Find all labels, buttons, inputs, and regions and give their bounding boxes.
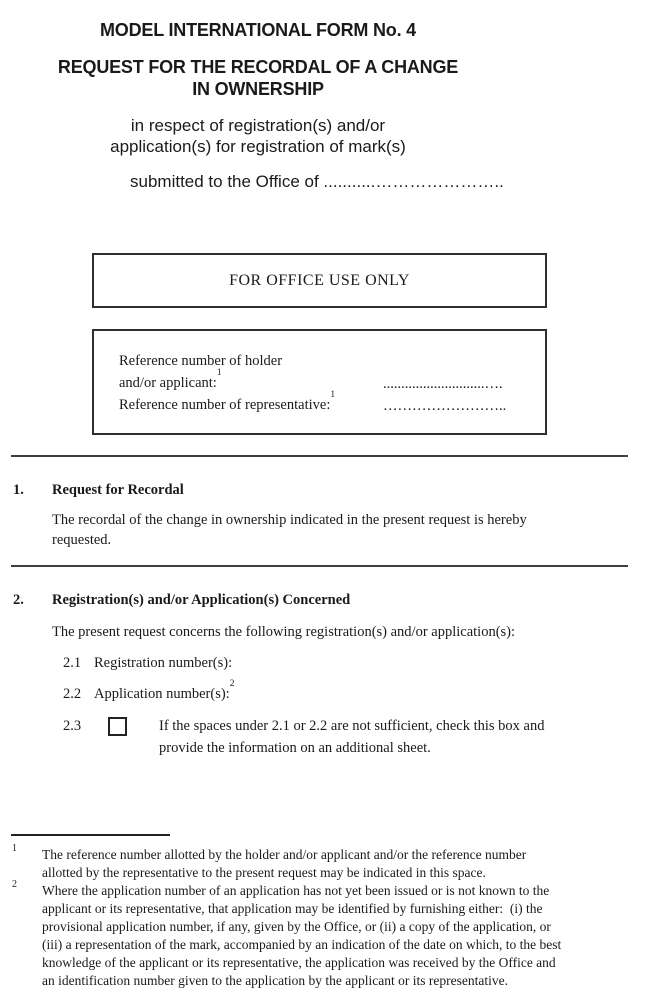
representative-reference-label: Reference number of representative:$^1$ [119,390,336,413]
footnote-2-line6: an identification number given to the application by the applicant or its representative. [42,973,508,988]
section-2-intro: The present request concerns the following registration(s) and/or application(s): [52,624,516,640]
office-use-label: FOR OFFICE USE ONLY [229,271,410,289]
holder-reference-blank[interactable]: ............................…. [383,376,503,392]
submitted-to-office-line [130,172,504,192]
representative-reference-blank[interactable]: …………………….. [383,398,507,414]
holder-reference-label-line2: and/or applicant:$^1$ [119,368,222,391]
section-divider-rule [11,455,628,457]
footnote-ref-1-icon: 1 [216,368,222,379]
section-1-heading: Request for Recordal [52,482,184,498]
request-title-line2: IN OWNERSHIP [192,79,324,99]
item-2-2-number: 2.2 [63,686,82,702]
item-2-3-text-line2: provide the information on an additional sheet. [159,740,431,756]
form-title: MODEL INTERNATIONAL FORM No. 4 [100,20,416,40]
footnote-2-line4: (iii) a representation of the mark, accompanied by an indication of the date on which, to the best [42,937,562,952]
request-title-line1: REQUEST FOR THE RECORDAL OF A CHANGE [57,57,459,77]
footnote-ref-2-icon: 2 [229,679,235,690]
section-divider-rule [11,565,628,567]
section-2-number: 2. [13,592,24,608]
footnote-1-line2: allotted by the representative to the present request may be indicated in this space. [42,865,486,880]
item-2-1-number: 2.1 [63,655,82,671]
footnote-2-line5: knowledge of the applicant or its representative, the application was received by the Office and [42,955,556,970]
footnote-2-marker: 2 [12,879,17,890]
office-use-box [92,253,547,308]
section-1-body-line2: requested. [52,532,112,548]
item-2-2-label: Application number(s):$^2$ [94,679,235,702]
footnote-2-line1: Where the application number of an application has not yet been issued or is not known to the [42,883,550,898]
submitted-to-office-label: submitted to the Office of [130,172,324,191]
subtitle-line2: application(s) for registration of mark(s) [110,137,406,156]
section-1-body-line1: The recordal of the change in ownership indicated in the present request is hereby [52,512,527,528]
footnote-separator-rule [11,834,170,836]
subtitle-line1: in respect of registration(s) and/or [130,116,386,135]
item-2-3-number: 2.3 [63,718,82,734]
section-1-number: 1. [13,482,24,498]
office-name-blank[interactable]: ...........………………….. [323,172,504,191]
reference-numbers-box [92,329,547,435]
footnote-ref-1-icon: 1 [330,390,336,401]
footnote-1-marker: 1 [12,843,17,854]
additional-sheet-checkbox[interactable] [108,717,127,736]
item-2-1-label: Registration number(s): [94,655,233,671]
item-2-3-text-line1: If the spaces under 2.1 or 2.2 are not sufficient, check this box and [159,718,545,734]
footnote-2-line3: provisional application number, if any, given by the Office, or (ii) a copy of the application, or [42,919,551,934]
section-2-heading: Registration(s) and/or Application(s) Concerned [52,592,351,608]
holder-reference-label-line1: Reference number of holder [119,353,283,369]
footnote-2-line2: applicant or its representative, that application may be identified by furnishing either: (i) the [42,901,543,916]
footnote-1-line1: The reference number allotted by the holder and/or applicant and/or the reference number [42,847,527,862]
